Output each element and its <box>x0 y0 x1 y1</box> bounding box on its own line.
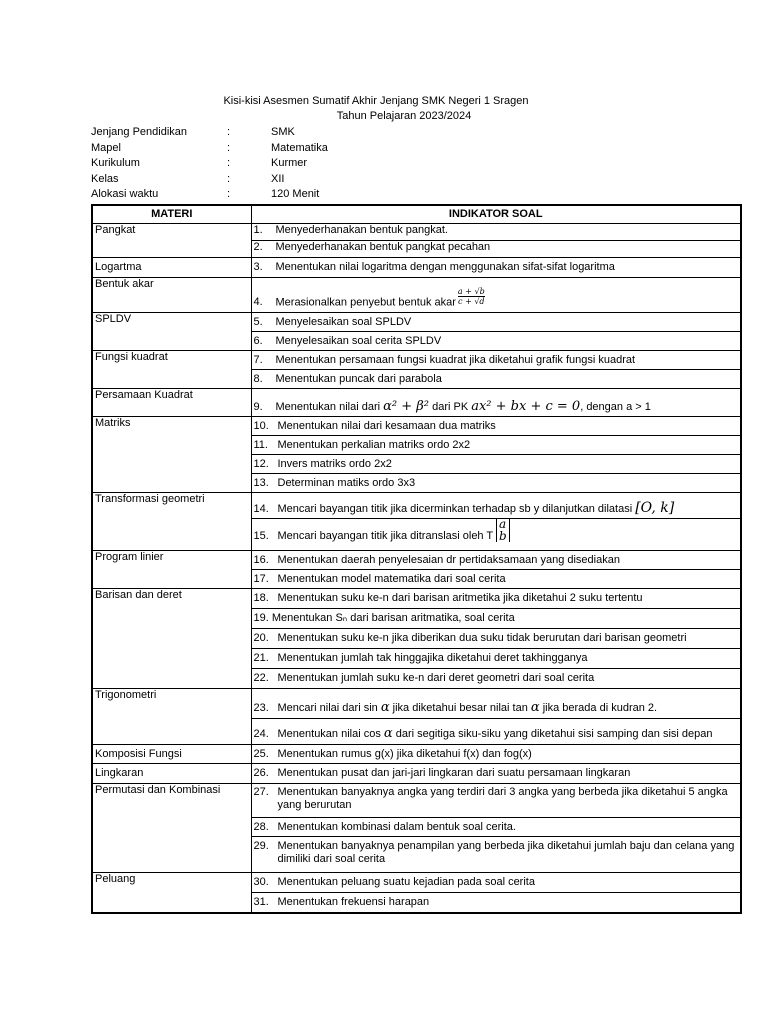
indikator-text: jika diketahui besar nilai tan <box>392 702 528 714</box>
indikator-cell <box>251 689 741 719</box>
materi-cell: Fungsi kuadrat <box>92 351 251 389</box>
item-number: 15. <box>253 529 269 542</box>
indikator-text: Menentukan daerah penyelesaian dr pertidaksamaan yang disediakan <box>277 553 620 566</box>
item-number: 26. <box>253 767 269 779</box>
meta-colon: : <box>227 188 231 200</box>
indikator-text: Menentukan jumlah tak hinggajika diketahui deret takhingganya <box>277 652 588 664</box>
meta-label: Kurikulum <box>91 157 140 169</box>
header-materi: MATERI <box>92 205 251 224</box>
indikator-cell <box>251 893 741 913</box>
materi-cell: Komposisi Fungsi <box>92 745 251 764</box>
materi-cell: Trigonometri <box>92 689 251 745</box>
indikator-text: Menentukan banyaknya angka yang terdiri dari 3 angka yang berbeda jika diketahui 5 angka yang berurutan <box>277 786 728 811</box>
indikator-text: Menentukan nilai cos <box>277 728 381 740</box>
indikator-cell <box>251 332 741 351</box>
indikator-cell <box>251 351 741 370</box>
indikator-text: Invers matriks ordo 2x2 <box>277 457 392 470</box>
indikator-cell <box>251 837 741 873</box>
indikator-cell <box>251 258 741 278</box>
indikator-cell <box>251 818 741 837</box>
item-number: 13. <box>253 476 269 489</box>
quadratic-equation-expr: ax² + bx + c = 0 <box>471 399 581 414</box>
item-number: 8. <box>253 372 263 385</box>
indikator-text: Menentukan frekuensi harapan <box>277 895 430 908</box>
materi-cell: Pangkat <box>92 224 251 258</box>
meta-label: Alokasi waktu <box>91 188 159 200</box>
indikator-cell <box>251 764 741 784</box>
item-number: 20. <box>253 632 269 644</box>
item-number: 5. <box>253 315 263 328</box>
item-number: 23. <box>253 702 269 714</box>
indikator-text: Menentukan nilai dari <box>275 401 381 413</box>
materi-cell: SPLDV <box>92 313 251 351</box>
item-number: 28. <box>253 820 269 833</box>
indikator-text: dari PK <box>432 401 469 413</box>
meta-value: Matematika <box>271 141 328 154</box>
meta-label: Jenjang Pendidikan <box>91 126 188 138</box>
indikator-cell <box>251 313 741 332</box>
indikator-cell <box>251 629 741 649</box>
indikator-cell <box>251 224 741 241</box>
indikator-text: Menentukan nilai logaritma dengan menggunakan sifat-sifat logaritma <box>275 261 615 273</box>
header-indikator: INDIKATOR SOAL <box>251 205 741 224</box>
indikator-text: Menentukan rumus g(x) jika diketahui f(x) dan fog(x) <box>277 747 532 760</box>
indikator-text: Mencari bayangan titik jika dicerminkan terhadap sb y dilanjutkan dilatasi <box>277 503 633 515</box>
sum-of-squares-expr: α² + β² <box>383 399 430 414</box>
indikator-text: Menentukan suku ke-n jika diberikan dua suku tidak berurutan dari barisan geometri <box>277 632 687 644</box>
fraction-numerator: a + √b <box>457 287 485 296</box>
indikator-text: Menyederhanakan bentuk pangkat. <box>275 224 448 236</box>
meta-value: XII <box>271 172 285 185</box>
indikator-cell <box>251 241 741 258</box>
indikator-text: Menentukan model matematika dari soal cerita <box>277 572 506 585</box>
item-number: 22. <box>253 672 269 684</box>
item-number: 1. <box>253 224 263 236</box>
alpha-symbol: α <box>383 726 393 741</box>
indikator-cell <box>251 474 741 493</box>
indikator-cell <box>251 609 741 629</box>
materi-cell: Peluang <box>92 873 251 913</box>
indikator-text: Determinan matiks ordo 3x3 <box>277 476 416 489</box>
indikator-cell <box>251 570 741 589</box>
indikator-cell <box>251 784 741 818</box>
meta-colon: : <box>227 141 231 154</box>
materi-cell: Logartma <box>92 258 251 278</box>
fraction-denominator: c + √d <box>458 297 485 306</box>
indikator-text: Menentukan jumlah suku ke-n dari deret geometri dari soal cerita <box>277 672 595 684</box>
document-title: Kisi-kisi Asesmen Sumatif Akhir Jenjang SMK Negeri 1 Sragen <box>223 95 529 107</box>
indikator-cell <box>251 493 741 519</box>
indikator-cell <box>251 873 741 893</box>
indikator-text: , dengan a > 1 <box>580 401 651 413</box>
indikator-cell <box>251 745 741 764</box>
indikator-text: jika berada di kudran 2. <box>542 702 658 714</box>
alpha-symbol: α <box>380 700 390 715</box>
item-number: 29. <box>253 840 269 852</box>
item-number: 6. <box>253 334 263 347</box>
materi-cell: Persamaan Kuadrat <box>92 389 251 417</box>
indikator-cell <box>251 455 741 474</box>
indikator-text: Menentukan nilai dari kesamaan dua matriks <box>277 419 496 432</box>
meta-value: 120 Menit <box>271 188 320 200</box>
materi-cell: Bentuk akar <box>92 278 251 313</box>
meta-value: Kurmer <box>271 157 308 169</box>
kisi-kisi-table <box>91 204 742 914</box>
meta-value: SMK <box>271 126 295 138</box>
dilation-expr: [O, k] <box>635 500 675 516</box>
indikator-text: Menentukan banyaknya penampilan yang berbeda jika diketahui jumlah baju dan celana yang dimiliki dari soal cerita <box>277 840 735 865</box>
item-number: 9. <box>253 401 263 413</box>
radical-fraction <box>458 287 485 306</box>
indikator-text: Menentukan puncak dari parabola <box>275 372 442 385</box>
indikator-text: 19. Menentukan Sₙ dari barisan aritmatika, soal cerita <box>253 612 515 624</box>
item-number: 3. <box>253 261 263 273</box>
item-number: 17. <box>253 572 269 585</box>
item-number: 10. <box>253 419 269 432</box>
vector-b: b <box>499 529 507 543</box>
indikator-text: Mencari bayangan titik jika ditranslasi oleh T <box>277 529 493 542</box>
item-number: 2. <box>253 241 263 253</box>
translation-vector <box>496 518 510 542</box>
indikator-cell <box>251 589 741 609</box>
meta-colon: : <box>227 126 231 138</box>
indikator-cell <box>251 519 741 551</box>
item-number: 24. <box>253 728 269 740</box>
indikator-cell <box>251 278 741 313</box>
indikator-cell <box>251 551 741 570</box>
indikator-text: Mencari nilai dari sin <box>277 702 378 714</box>
materi-cell: Program linier <box>92 551 251 589</box>
indikator-text: Menentukan perkalian matriks ordo 2x2 <box>277 438 471 451</box>
item-number: 14. <box>253 503 269 515</box>
document-subtitle: Tahun Pelajaran 2023/2024 <box>336 110 472 122</box>
materi-cell: Transformasi geometri <box>92 493 251 551</box>
item-number: 16. <box>253 553 269 566</box>
indikator-cell <box>251 370 741 389</box>
alpha-symbol: α <box>530 700 540 715</box>
indikator-text: Menentukan pusat dan jari-jari lingkaran dari suatu persamaan lingkaran <box>277 767 631 779</box>
meta-label: Kelas <box>91 172 119 185</box>
materi-cell: Matriks <box>92 417 251 493</box>
indikator-cell <box>251 719 741 745</box>
meta-colon: : <box>227 172 231 185</box>
meta-colon: : <box>227 157 231 169</box>
item-number: 7. <box>253 353 263 366</box>
indikator-text: Merasionalkan penyebut bentuk akar <box>275 296 456 309</box>
indikator-cell <box>251 436 741 455</box>
indikator-text: dari segitiga siku-siku yang diketahui sisi samping dan sisi depan <box>395 728 713 740</box>
indikator-text: Menyelesaikan soal SPLDV <box>275 315 412 328</box>
materi-cell: Permutasi dan Kombinasi <box>92 784 251 873</box>
materi-cell: Lingkaran <box>92 764 251 784</box>
indikator-text: Menentukan suku ke-n dari barisan aritmetika jika diketahui 2 suku tertentu <box>277 592 643 604</box>
materi-cell: Barisan dan deret <box>92 589 251 689</box>
item-number: 27. <box>253 786 269 798</box>
item-number: 18. <box>253 592 269 604</box>
item-number: 31. <box>253 895 269 908</box>
indikator-text: Menyelesaikan soal cerita SPLDV <box>275 334 442 347</box>
item-number: 11. <box>253 438 268 451</box>
indikator-text: Menentukan persamaan fungsi kuadrat jika diketahui grafik fungsi kuadrat <box>275 353 636 366</box>
item-number: 30. <box>253 876 269 888</box>
indikator-text: Menentukan kombinasi dalam bentuk soal cerita. <box>277 820 516 833</box>
indikator-text: Menentukan peluang suatu kejadian pada soal cerita <box>277 876 535 888</box>
indikator-cell <box>251 417 741 436</box>
item-number: 12. <box>253 457 269 470</box>
item-number: 25. <box>253 747 269 760</box>
indikator-cell <box>251 649 741 669</box>
indikator-cell <box>251 389 741 417</box>
item-number: 21. <box>253 652 269 664</box>
indikator-cell <box>251 669 741 689</box>
indikator-text: Menyederhanakan bentuk pangkat pecahan <box>275 241 491 253</box>
item-number: 4. <box>253 296 263 309</box>
vector-a: a <box>499 517 507 531</box>
meta-label: Mapel <box>91 141 121 154</box>
